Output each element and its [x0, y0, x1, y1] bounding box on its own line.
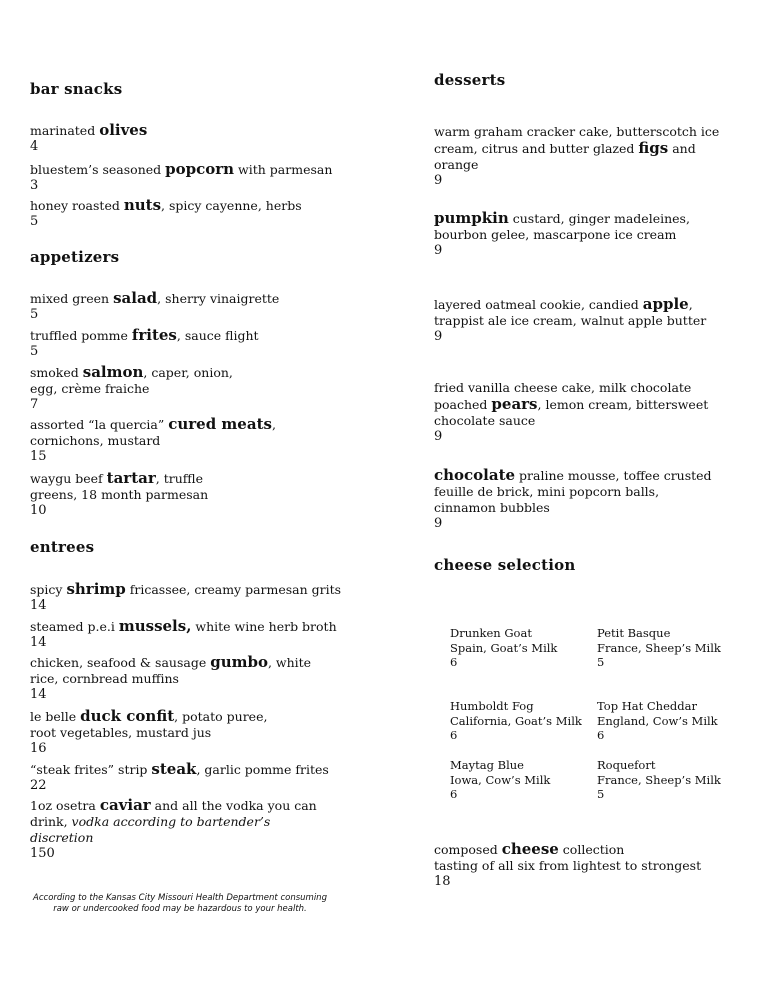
menu-item: chocolate praline mousse, toffee crusted feuille de brick, mini popcorn balls, cinnamon bubbles 9	[434, 467, 724, 532]
menu-item: spicy shrimp fricassee, creamy parmesan grits 14	[30, 581, 360, 614]
menu-item: “steak frites” strip steak, garlic pomme frites 22	[30, 761, 360, 794]
item-price: 15	[30, 449, 47, 464]
item-price: 14	[30, 687, 47, 702]
menu-item: mixed green salad, sherry vinaigrette 5	[30, 290, 360, 323]
item-price: 3	[30, 178, 39, 193]
cheese-price: 6	[450, 728, 458, 742]
section-title-cheese-selection: cheese selection	[434, 556, 576, 574]
cheese-name: Drunken Goat	[450, 626, 532, 640]
cheese-origin: Spain, Goat’s Milk	[450, 640, 558, 655]
cheese-price: 6	[450, 787, 458, 801]
cheese-item	[450, 626, 600, 670]
item-price: 16	[30, 741, 47, 756]
section-title-entrees: entrees	[30, 538, 95, 556]
item-price: 7	[30, 397, 39, 412]
cheese-price: 5	[597, 655, 605, 669]
menu-item: layered oatmeal cookie, candied apple, trappist ale ice cream, walnut apple butter 9	[434, 296, 734, 345]
cheese-price: 5	[597, 787, 605, 801]
item-price: 150	[30, 846, 55, 861]
item-price: 5	[30, 307, 39, 322]
menu-item: smoked salmon, caper, onion, egg, crème fraiche 7	[30, 364, 255, 413]
item-price: 9	[434, 429, 443, 444]
cheese-name: Humboldt Fog	[450, 699, 534, 713]
cheese-item	[597, 699, 747, 743]
menu-item: assorted “la quercia” cured meats, cornichons, mustard 15	[30, 416, 280, 465]
item-price: 4	[30, 139, 39, 154]
cheese-origin: California, Goat’s Milk	[450, 713, 582, 728]
menu-item: le belle duck confit, potato puree, root vegetables, mustard jus 16	[30, 708, 270, 757]
menu-item: bluestem’s seasoned popcorn with parmesan 3	[30, 161, 360, 194]
cheese-origin: Iowa, Cow’s Milk	[450, 772, 551, 787]
menu-item: fried vanilla cheese cake, milk chocolate poached pears, lemon cream, bittersweet chocolate sauce 9	[434, 380, 734, 445]
cheese-collection: composed cheese collection tasting of all six from lightest to strongest 18	[434, 841, 734, 890]
menu-item: warm graham cracker cake, butterscotch ice cream, citrus and butter glazed figs and orange 9	[434, 124, 729, 189]
cheese-item	[450, 699, 600, 743]
cheese-price: 6	[450, 655, 458, 669]
item-price: 9	[434, 516, 443, 531]
menu-item: marinated olives 4	[30, 122, 360, 155]
cheese-name: Maytag Blue	[450, 758, 524, 772]
cheese-name: Roquefort	[597, 758, 656, 772]
cheese-origin: France, Sheep’s Milk	[597, 772, 721, 787]
item-note: vodka according to bartender’s discretion	[30, 814, 271, 845]
item-price: 10	[30, 503, 47, 518]
item-price: 9	[434, 243, 443, 258]
health-disclaimer: According to the Kansas City Missouri Health Department consuming raw or undercooked food may be hazardous to your health.	[33, 893, 327, 914]
menu-item: 1oz osetra caviar and all the vodka you can drink, vodka according to bartender’s discretion 150	[30, 797, 330, 862]
item-price: 5	[30, 214, 39, 229]
cheese-item	[597, 758, 747, 802]
cheese-item	[450, 758, 600, 802]
item-price: 5	[30, 344, 39, 359]
cheese-name: Petit Basque	[597, 626, 671, 640]
cheese-origin: England, Cow’s Milk	[597, 713, 718, 728]
item-price: 18	[434, 874, 451, 889]
section-title-bar-snacks: bar snacks	[30, 80, 123, 98]
cheese-item	[597, 626, 747, 670]
menu-item: steamed p.e.i mussels, white wine herb broth 14	[30, 618, 360, 651]
cheese-origin: France, Sheep’s Milk	[597, 640, 721, 655]
cheese-name: Top Hat Cheddar	[597, 699, 697, 713]
cheese-collection-description: tasting of all six from lightest to strongest	[434, 858, 702, 873]
item-price: 14	[30, 635, 47, 650]
menu-item: waygu beef tartar, truffle greens, 18 month parmesan 10	[30, 470, 250, 519]
menu-item: honey roasted nuts, spicy cayenne, herbs 5	[30, 197, 360, 230]
menu-item: pumpkin custard, ginger madeleines, bourbon gelee, mascarpone ice cream 9	[434, 210, 734, 259]
item-price: 14	[30, 598, 47, 613]
item-price: 9	[434, 173, 443, 188]
item-price: 9	[434, 329, 443, 344]
item-price: 22	[30, 778, 47, 793]
menu-item: chicken, seafood & sausage gumbo, white rice, cornbread muffins 14	[30, 654, 330, 703]
cheese-price: 6	[597, 728, 605, 742]
section-title-appetizers: appetizers	[30, 248, 120, 266]
section-title-desserts: desserts	[434, 71, 506, 89]
menu-item: truffled pomme frites, sauce flight 5	[30, 327, 360, 360]
